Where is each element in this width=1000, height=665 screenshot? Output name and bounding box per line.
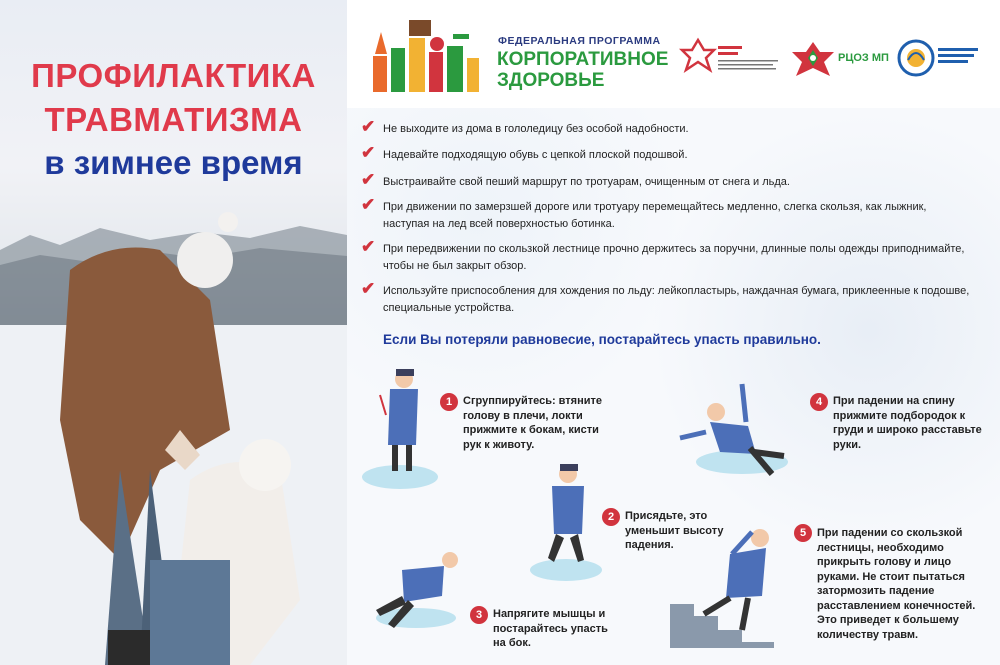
- step-number-badge: 4: [810, 393, 828, 411]
- corporate-health-logo-icon: [365, 18, 487, 94]
- social-fund-logo-icon: [896, 36, 986, 80]
- program-label-small: ФЕДЕРАЛЬНАЯ ПРОГРАММА: [498, 35, 661, 47]
- rcoz-mp-label: РЦОЗ МП: [838, 52, 889, 64]
- check-icon: ✔: [361, 279, 376, 298]
- check-icon: ✔: [361, 117, 376, 136]
- poster-title-line3: в зимнее время: [44, 144, 303, 181]
- step-text: Присядьте, это уменьшит высоту падения.: [625, 510, 724, 551]
- step-text: При падении со скользкой лестницы, необходимо прикрыть голову и лицо руками. Не стоит пытаться затормозить падение расставлением конечностей. Это приведет к большему количеству травм.: [817, 527, 976, 641]
- tip-item: ✔ Не выходите из дома в гололедицу без особой надобности.: [361, 117, 689, 136]
- step-text: Сгруппируйтесь: втяните голову в плечи, локти прижмите к бокам, кисти рук к животу.: [463, 395, 603, 451]
- step1-figure-icon: [360, 365, 440, 495]
- step-number-badge: 3: [470, 606, 488, 624]
- fall-correctly-heading: Если Вы потеряли равновесие, постарайтесь упасть правильно.: [383, 332, 821, 347]
- check-icon: ✔: [361, 237, 376, 256]
- step-text: При падении на спину прижмите подбородок к груди и широко расставьте руки.: [833, 395, 982, 451]
- check-icon: ✔: [361, 170, 376, 189]
- poster-title-line1: ПРОФИЛАКТИКА: [31, 57, 316, 94]
- tip-item: ✔ Выстраивайте свой пеший маршрут по тротуарам, очищенным от снега и льда.: [361, 170, 790, 189]
- program-label-line1: КОРПОРАТИВНОЕ: [497, 49, 669, 70]
- tip-item: ✔ При передвижении по скользкой лестнице прочно держитесь за поручни, длинные полы одежды приподнимайте, чтобы не был закрыт обзор.: [361, 237, 965, 272]
- winter-photo: [0, 0, 347, 665]
- step-number-badge: 2: [602, 508, 620, 526]
- tip-item: ✔ Используйте приспособления для хождения по льду: лейкопластырь, наждачная бумага, приклеенные к подошве, специальные устройства.: [361, 279, 970, 314]
- udmurtia-health-ministry-logo-icon: [678, 36, 784, 80]
- step-number-badge: 1: [440, 393, 458, 411]
- program-label-line2: ЗДОРОВЬЕ: [497, 70, 605, 91]
- check-icon: ✔: [361, 195, 376, 214]
- tip-item: ✔ Надевайте подходящую обувь с цепкой плоской подошвой.: [361, 143, 688, 162]
- step-text: Напрягите мышцы и постарайтесь упасть на бок.: [493, 608, 608, 649]
- step4-figure-icon: [676, 382, 792, 488]
- poster-title-line2: ТРАВМАТИЗМА: [44, 101, 303, 138]
- check-icon: ✔: [361, 143, 376, 162]
- step3-figure-icon: [362, 540, 462, 640]
- step2-figure-icon: [528, 462, 604, 584]
- rcoz-mp-emblem-icon: [790, 40, 836, 80]
- step-number-badge: 5: [794, 524, 812, 542]
- couple-on-ice-illustration: [0, 0, 347, 665]
- tip-item: ✔ При движении по замерзшей дороге или тротуару перемещайтесь медленно, слегка скользя, как лыжник, наступая на лед всей поверхностью ботинка.: [361, 195, 927, 230]
